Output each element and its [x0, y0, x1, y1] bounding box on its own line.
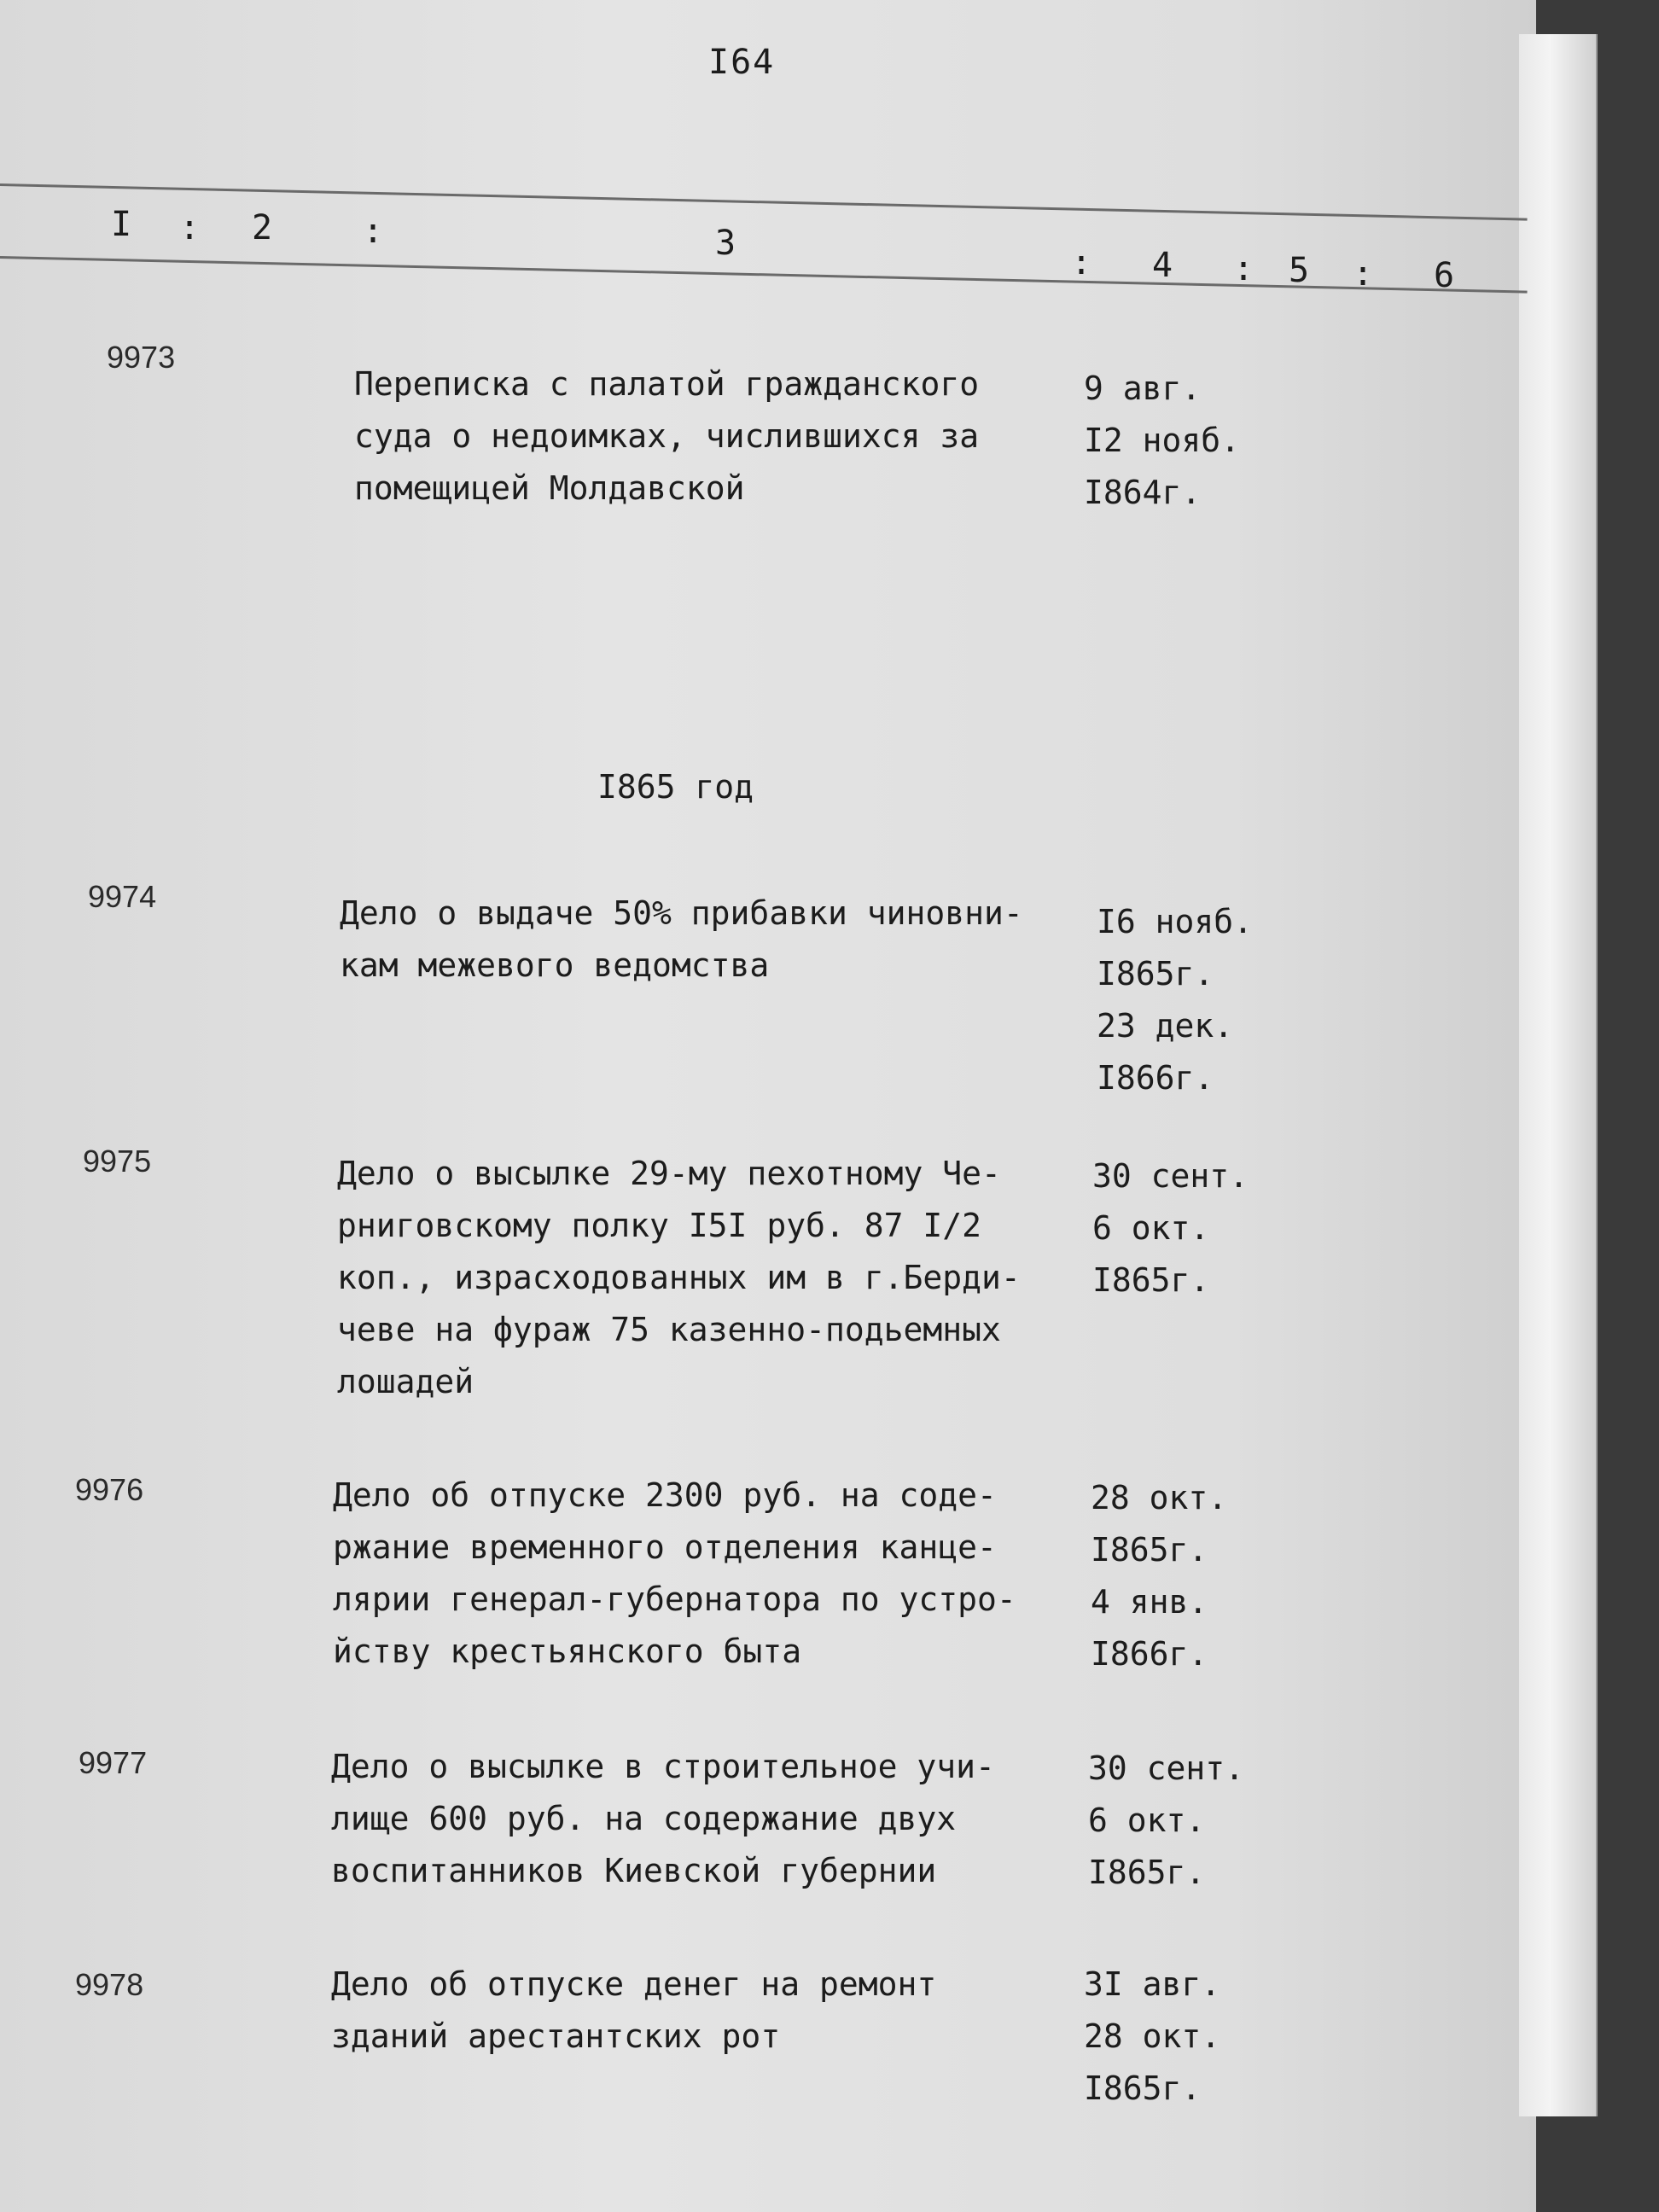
date-line: 6 окт.	[1092, 1209, 1210, 1247]
description-line: йству крестьянского быта	[333, 1633, 802, 1670]
description-line: рниговскому полку I5I руб. 87 I/2	[337, 1207, 981, 1244]
date-line: 3I авг.	[1084, 1965, 1221, 2003]
record-number: 9974	[88, 879, 157, 914]
description-line: Дело о высылке 29-му пехотному Че-	[337, 1155, 1001, 1192]
description-line: чеве на фураж 75 казенно-подьемных	[337, 1311, 1001, 1348]
date-line: 4 янв.	[1091, 1583, 1208, 1621]
record-number: 9973	[107, 340, 176, 375]
description-line: Переписка с палатой гражданского	[354, 365, 980, 403]
date-line: I866г.	[1097, 1059, 1214, 1097]
column-header-5: 5	[1289, 251, 1310, 290]
column-separator: :	[1071, 243, 1092, 282]
page-stack-edge	[1519, 34, 1598, 2116]
description-line: воспитанников Киевской губернии	[331, 1852, 937, 1889]
record-number: 9978	[75, 1967, 144, 2002]
description-line: лошадей	[337, 1363, 474, 1400]
column-header-4: 4	[1152, 246, 1173, 285]
description-line: лярии генерал-губернатора по устро-	[333, 1580, 1016, 1618]
description-line: помещицей Молдавской	[354, 469, 745, 507]
column-separator: :	[363, 212, 384, 251]
record-description	[333, 1470, 1016, 1678]
description-line: кам межевого ведомства	[340, 946, 770, 984]
description-line: коп., израсходованных им в г.Берди-	[337, 1259, 1021, 1296]
description-line: зданий арестантских рот	[331, 2017, 781, 2055]
description-line: Дело об отпуске 2300 руб. на соде-	[333, 1476, 997, 1514]
description-line: Дело об отпуске денег на ремонт	[331, 1965, 937, 2003]
description-line: Дело о выдаче 50% прибавки чиновни-	[340, 894, 1023, 932]
record-number: 9976	[75, 1472, 144, 1507]
record-number: 9977	[79, 1745, 148, 1780]
column-header-2: 2	[252, 208, 273, 247]
record-description	[337, 1148, 1021, 1408]
record-dates	[1088, 1743, 1244, 1899]
record-dates	[1084, 363, 1240, 519]
date-line: 30 сент.	[1092, 1157, 1249, 1195]
record-dates	[1097, 896, 1253, 1104]
date-line: 28 окт.	[1091, 1479, 1228, 1516]
date-line: I6 нояб.	[1097, 903, 1254, 940]
description-line: Дело о высылке в строительное учи-	[331, 1748, 995, 1785]
date-line: I865г.	[1092, 1261, 1210, 1299]
record-dates	[1084, 1959, 1220, 2115]
date-line: I865г.	[1088, 1854, 1206, 1891]
date-line: 28 окт.	[1084, 2017, 1221, 2055]
column-separator: :	[179, 208, 201, 247]
date-line: 30 сент.	[1088, 1749, 1245, 1787]
header-rule-top	[0, 183, 1528, 221]
record-description	[331, 1959, 936, 2063]
date-line: I864г.	[1084, 474, 1202, 511]
record-dates	[1091, 1472, 1227, 1680]
date-line: I865г.	[1097, 955, 1214, 992]
record-description	[354, 358, 979, 515]
date-line: I865г.	[1084, 2069, 1202, 2107]
date-line: I2 нояб.	[1084, 422, 1241, 459]
description-line: ржание временного отделения канце-	[333, 1528, 997, 1566]
date-line: I866г.	[1091, 1635, 1208, 1673]
column-header-6: 6	[1434, 256, 1455, 295]
page-number: I64	[708, 43, 776, 82]
column-header-1: I	[111, 205, 132, 244]
column-separator: :	[1233, 249, 1254, 288]
year-heading: I865 год	[597, 768, 754, 806]
column-header-3: 3	[715, 224, 736, 263]
date-line: I865г.	[1091, 1531, 1208, 1569]
record-number: 9975	[83, 1144, 152, 1179]
record-dates	[1092, 1150, 1249, 1307]
description-line: лище 600 руб. на содержание двух	[331, 1800, 957, 1837]
date-line: 6 окт.	[1088, 1802, 1206, 1839]
date-line: 9 авг.	[1084, 370, 1202, 407]
description-line: суда о недоимках, числившихся за	[354, 417, 980, 455]
record-description	[331, 1741, 995, 1897]
date-line: 23 дек.	[1097, 1007, 1234, 1045]
record-description	[340, 888, 1023, 992]
column-separator: :	[1353, 254, 1374, 294]
